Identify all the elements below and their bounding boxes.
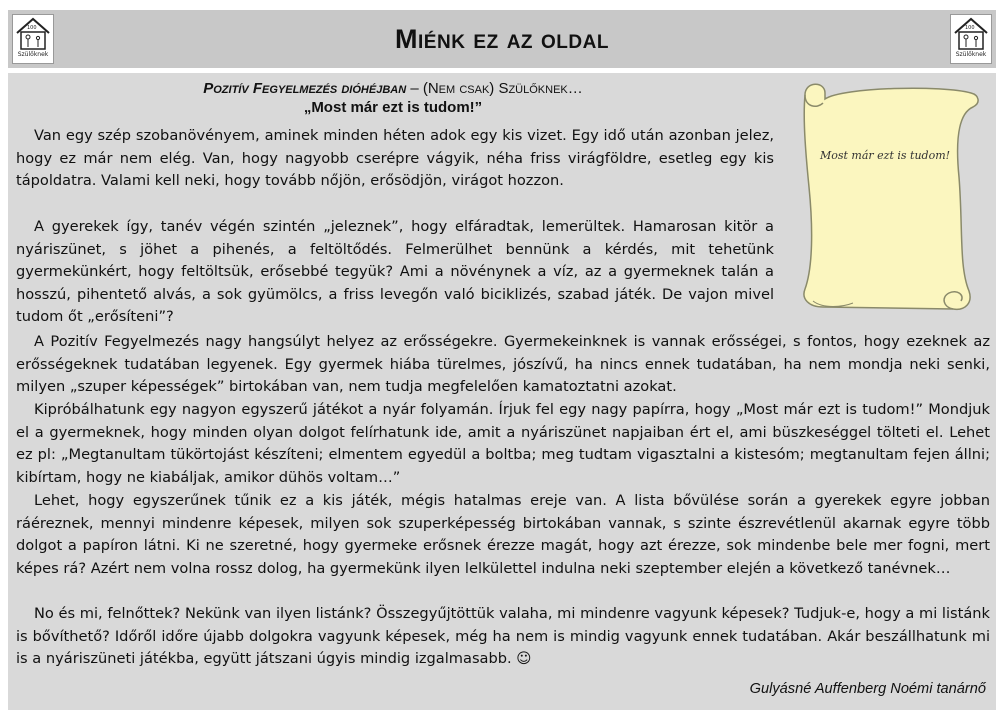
- subtitle-audience: – (Nem csak) Szülőknek…: [406, 80, 583, 97]
- subtitle-topic: Pozitív Fegyelmezés dióhéjban: [203, 80, 407, 97]
- page-header: [8, 10, 996, 68]
- school-logo-left: [12, 14, 54, 64]
- paragraph-6: No és mi, felnőttek? Nekünk van ilyen listánk? Összegyűjtöttük valaha, mi mindenre vagyunk képesek? Tudjuk-e, hogy a mi listánk is bővíthető? Időről időre újabb dolgokra vagyunk képesek, még ha nem is mindig vagyunk ennek tudatában. Akár beszállhatunk mi is a nyáriszüneti játékba, együtt játszani úgyis mindig izgalmasabb. ☺: [16, 605, 990, 668]
- logo-caption: Szülőknek: [17, 51, 49, 58]
- house-family-icon: [13, 15, 53, 51]
- paper-scroll-icon: [783, 77, 988, 317]
- paragraph-5: Lehet, hogy egyszerűnek tűnik ez a kis játék, mégis hatalmas ereje van. A lista bővülése során a gyerekek egyre jobban ráéreznek, mennyi mindenre képesek, milyen sok szuperképesség birtokában vannak, s szinte észrevétlenül akarnak egyre több dolgot a papíron látni. Ki ne szeretné, hogy gyermeke erősnek érezze magát, hogy azt érezze, sok mindenbe bele mer fogni, mert képes rá? Azért nem volna rossz dolog, ha gyermekünk ilyen lelkülettel indulna neki szeptember elején a következő tanévnek…: [16, 492, 990, 577]
- article-subtitle: [158, 79, 628, 117]
- subtitle-quote: „Most már ezt is tudom!”: [303, 99, 483, 116]
- svg-text:100: 100: [965, 25, 975, 31]
- author-signature: Gulyásné Auffenberg Noémi tanárnő: [749, 681, 986, 697]
- house-family-icon: [951, 15, 991, 51]
- paragraph-3: A Pozitív Fegyelmezés nagy hangsúlyt helyez az erősségekre. Gyermekeinknek is vannak erősségei, s fontos, hogy ezeknek az erősségeknek tudatában legyenek. Egy gyermek hiába türelmes, jószívű, ha nincs ennek tudatában, ha nem mondja neki senki, milyen „szuper képességek” birtokában van, nem tudja megfelelően kamatoztatni azokat.: [16, 333, 990, 396]
- svg-text:100: 100: [27, 25, 37, 31]
- page-title: Miénk ez az oldal: [395, 23, 609, 54]
- paragraph-4: Kipróbálhatunk egy nagyon egyszerű játékot a nyár folyamán. Írjuk fel egy nagy papírra, hogy „Most már ezt is tudom!” Mondjuk el a gyermeknek, hogy minden olyan dolgot felírhatunk ide, amit a nyáriszünet napjaiban ért el, ami büszkeséggel tölteti el. Lehet ez pl: „Megtanultam tükörtojást készíteni; elmentem egyedül a boltba; meg tudtam vigasztalni a kistesóm; megtanultam fejen állni; kibírtam, hogy ne kiabáljak, amikor dühös voltam…”: [16, 401, 990, 486]
- scroll-illustration: [783, 77, 988, 317]
- paragraph-1: Van egy szép szobanövényem, aminek minden héten adok egy kis vizet. Egy idő után azonban jelez, hogy ez már nem elég. Van, hogy nagyobb cserépre vágyik, néha friss virágföldre, esetleg egy kis tápoldatra. Valami kell neki, hogy tovább nőjön, erősödjön, virágot hozzon.: [16, 127, 774, 190]
- school-logo-right: [950, 14, 992, 64]
- article-body: [8, 73, 996, 710]
- logo-caption: Szülőknek: [955, 51, 987, 58]
- paragraph-2: A gyerekek így, tanév végén szintén „jeleznek”, hogy elfáradtak, lemerültek. Hamarosan kitör a nyáriszünet, s jöhet a pihenés, a feltöltődés. Felmerülhet bennünk a kérdés, mit tehetünk gyermekünkért, hogy feltöltsük, erősebbé tegyük? Ami a növénynek a víz, az a gyermeknek talán a hosszú, pihentető alvás, a sok gyümölcs, a friss levegőn való biciklizés, szabad játék. De vajon mivel tudom őt „erősíteni”?: [16, 218, 774, 326]
- scroll-caption: Most már ezt is tudom!: [819, 149, 951, 162]
